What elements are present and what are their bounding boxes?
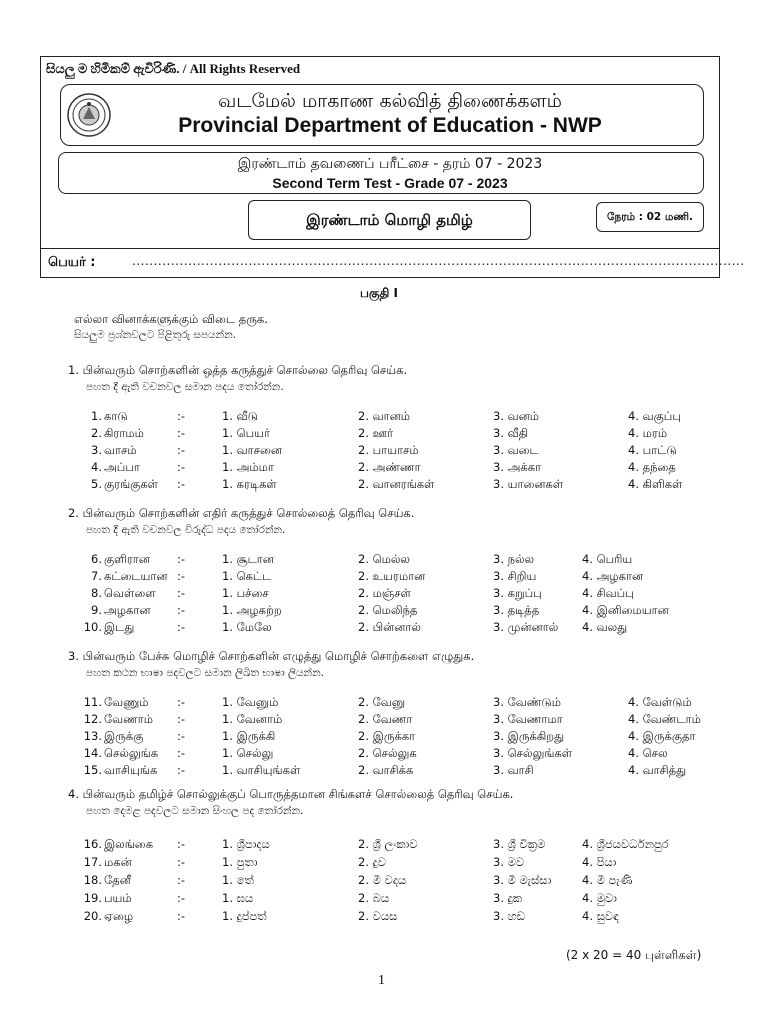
section-1-heading: 1. பின்வரும் சொற்களின் ஒத்த கருத்துச் சொல்லை தெரிவு செய்க. [68,363,408,377]
option-2: 2. வாசிக்க [358,763,414,777]
option-3: 3. அக்கா [493,460,542,474]
section-2-heading: 2. பின்வரும் சொற்களின் எதிர் கருத்துச் சொல்லைத் தெரிவு செய்க. [68,506,415,520]
rights-reserved-text: සියලු ම හිමිකම් ඇවිරිණි. / All Rights Reserved [46,61,301,76]
question-row [0,586,768,603]
option-2: 2. ශ්‍රී ලංකාව [358,837,418,851]
question-number: 19. [83,891,102,905]
option-4: 4. පියා [582,855,617,869]
option-4: 4. இனிமையான [582,603,669,617]
option-2: 2. மெல்ல [358,552,410,566]
option-2: 2. வேணா [358,712,413,726]
option-1: 1. அம்மா [222,460,274,474]
option-4: 4. அழகான [582,569,644,583]
question-row [0,620,768,637]
option-1: 1. පුතා [222,855,258,869]
option-2: 2. වයස [358,909,398,923]
question-row [0,603,768,620]
option-2: 2. அண்ணா [358,460,421,474]
question-word: குரங்குகள் [104,477,159,491]
question-number: 12. [83,712,102,726]
question-row [0,837,768,854]
question-row [0,873,768,890]
option-2: 2. மஞ்சள் [358,586,411,600]
option-4: 4. கிளிகள் [628,477,683,491]
separator: :- [177,712,186,726]
question-word: கட்டையான [104,569,168,583]
question-number: 16. [83,837,102,851]
option-3: 3. வேணாமா [493,712,563,726]
option-3: 3. දුක [493,891,523,905]
option-2: 2. මී වදය [358,873,407,887]
option-3: 3. சிறிய [493,569,537,583]
option-3: 3. வேண்டும் [493,695,561,709]
option-1: 1. பெயர் [222,426,271,440]
option-4: 4. வேண்டாம் [628,712,701,726]
option-3: 3. வனம் [493,409,540,423]
question-word: அப்பா [104,460,140,474]
option-1: 1. வாசியுங்கள் [222,763,301,777]
option-1: 1. மேலே [222,620,272,634]
subject-title: இரண்டாம் மொழி தமிழ் [248,200,531,240]
department-title-tamil: வடமேல் மாகாண கல்வித் திணைக்களம் [218,90,562,112]
option-4: 4. சிவப்பு [582,586,634,600]
option-1: 1. கெட்ட [222,569,272,583]
separator: :- [177,409,186,423]
option-1: 1. இருக்கி [222,729,276,743]
name-entry-line: .............................................................................................................................................. [132,254,745,268]
option-2: 2. බය [358,891,390,905]
separator: :- [177,603,186,617]
question-row [0,855,768,872]
question-row [0,712,768,729]
option-4: 4. வாசித்து [628,763,687,777]
option-2: 2. ஊர் [358,426,394,440]
question-number: 1. [91,409,102,423]
question-word: செல்லுங்க [104,746,159,760]
department-title-english: Provincial Department of Education - NWP [178,114,602,137]
option-1: 1. சூடான [222,552,274,566]
option-3: 3. யானைகள் [493,477,564,491]
question-row [0,695,768,712]
question-row [0,746,768,763]
marks-total: (2 x 20 = 40 புள்ளிகள்) [566,948,702,962]
option-3: 3. හඩ [493,909,526,923]
separator: :- [177,620,186,634]
question-row [0,763,768,780]
option-1: 1. வேனும் [222,695,279,709]
separator: :- [177,873,186,887]
question-number: 13. [83,729,102,743]
option-3: 3. தடித்த [493,603,540,617]
question-word: பயம் [104,891,132,905]
question-word: மகன் [104,855,132,869]
separator: :- [177,729,186,743]
option-2: 2. இருக்கா [358,729,416,743]
part-title: பகுதி I [360,286,398,300]
question-word: இருக்கு [104,729,144,743]
question-number: 18. [83,873,102,887]
time-allowed: நேரம் : 02 மணி. [596,202,704,232]
option-1: 1. அழகற்ற [222,603,282,617]
option-4: 4. ශ්‍රීජයවර්ධනපුර [582,837,669,851]
question-word: அழகான [104,603,151,617]
option-1: 1. ශ්‍රීපාදය [222,837,270,851]
question-row [0,729,768,746]
question-word: வேணும் [104,695,149,709]
option-1: 1. තේ [222,873,254,887]
question-word: தேனீ [104,873,131,887]
option-2: 2. மெலிந்த [358,603,418,617]
question-row [0,426,768,443]
option-4: 4. මුවා [582,891,617,905]
separator: :- [177,460,186,474]
option-3: 3. මව [493,855,525,869]
question-number: 5. [91,477,102,491]
separator: :- [177,443,186,457]
option-1: 1. දුප්පත් [222,909,267,923]
option-3: 3. வாசி [493,763,534,777]
separator: :- [177,909,186,923]
section-1-subheading: පහත දී ඇති වචනවල සමාන පදය තෝරන්න. [86,381,284,393]
question-word: குளிரான [104,552,150,566]
separator: :- [177,569,186,583]
option-2: 2. வேனு [358,695,406,709]
separator: :- [177,837,186,851]
question-number: 17. [83,855,102,869]
option-1: 1. ඝය [222,891,254,905]
question-word: இலங்கை [104,837,154,851]
section-4-heading: 4. பின்வரும் தமிழ்ச் சொல்லுக்குப் பொருத்தமான சிங்களச் சொல்லைத் தெரிவு செய்க. [68,787,514,801]
option-1: 1. வாசனை [222,443,283,457]
option-4: 4. மரம் [628,426,668,440]
test-title-english: Second Term Test - Grade 07 - 2023 [272,175,508,191]
instruction-tamil: எல்லா வினாக்களுக்கும் விடை தருக. [74,312,268,326]
question-row [0,477,768,494]
option-4: 4. සුවඳ [582,909,620,923]
question-number: 9. [91,603,102,617]
question-number: 20. [83,909,102,923]
section-4-subheading: පහත දෙමළ පදවලට සමාන සිංහල පද තෝරන්න. [86,805,304,817]
question-word: வாசியுங்க [104,763,158,777]
section-2-subheading: පහත දී ඇති වචනවල විරුද්ධ පදය තෝරන්න. [86,524,286,536]
question-number: 14. [83,746,102,760]
option-4: 4. வலது [582,620,628,634]
option-4: 4. வேள்டும் [628,695,692,709]
question-number: 3. [91,443,102,457]
option-3: 3. இருக்கிறது [493,729,565,743]
provincial-emblem-icon [66,92,112,138]
question-number: 15. [83,763,102,777]
option-2: 2. பாயாசம் [358,443,419,457]
question-number: 10. [83,620,102,634]
page-number: 1 [378,973,385,988]
option-3: 3. முன்னால் [493,620,559,634]
separator: :- [177,426,186,440]
section-3-subheading: පහත කථන භාෂා පදවලට සමාන ලිඛිත භාෂා ලියන්න. [86,667,324,679]
option-1: 1. செல்லு [222,746,274,760]
section-3-heading: 3. பின்வரும் பேச்சு மொழிச் சொற்களின் எழுத்து மொழிச் சொற்களை எழுதுக. [68,649,475,663]
question-number: 8. [91,586,102,600]
option-2: 2. வானரங்கள் [358,477,435,491]
option-4: 4. தந்தை [628,460,676,474]
separator: :- [177,552,186,566]
option-3: 3. මී මැස්සා [493,873,552,887]
option-4: 4. செல [628,746,668,760]
option-1: 1. வீடு [222,409,258,423]
option-2: 2. பின்னால் [358,620,421,634]
question-number: 4. [91,460,102,474]
question-row [0,891,768,908]
option-2: 2. செல்லுக [358,746,417,760]
option-3: 3. வடை [493,443,539,457]
question-number: 11. [83,695,102,709]
separator: :- [177,855,186,869]
option-4: 4. இருக்குதா [628,729,696,743]
question-word: வாசம் [104,443,137,457]
separator: :- [177,891,186,905]
test-title-tamil: இரண்டாம் தவணைப் பரீட்சை - தரம் 07 - 2023 [237,156,543,172]
question-number: 6. [91,552,102,566]
separator: :- [177,695,186,709]
option-2: 2. உயரமான [358,569,426,583]
option-3: 3. கறுப்பு [493,586,542,600]
separator: :- [177,763,186,777]
option-3: 3. வீதி [493,426,529,440]
question-row [0,552,768,569]
option-4: 4. வகுப்பு [628,409,681,423]
question-row [0,909,768,926]
option-4: 4. பெரிய [582,552,633,566]
option-2: 2. வானம் [358,409,411,423]
option-4: 4. මී පැණි [582,873,633,887]
question-word: இடது [104,620,135,634]
question-word: காடு [104,409,128,423]
option-1: 1. வேனாம் [222,712,283,726]
option-1: 1. பச்சை [222,586,269,600]
option-3: 3. நல்ல [493,552,535,566]
question-word: வேணாம் [104,712,154,726]
question-number: 2. [91,426,102,440]
name-divider [40,248,720,249]
option-3: 3. செல்லுங்கள் [493,746,573,760]
question-row [0,409,768,426]
name-label: பெயர் : [48,255,96,270]
question-word: கிராமம் [104,426,144,440]
option-2: 2. දුව [358,855,387,869]
separator: :- [177,477,186,491]
question-word: வெள்ளை [104,586,156,600]
question-row [0,569,768,586]
instruction-sinhala: සියලුම ප්‍රශ්නවලට පිළිතුරු සපයන්න. [74,329,236,341]
option-3: 3. ශ්‍රී වික්‍රම [493,837,546,851]
option-4: 4. பாட்டு [628,443,677,457]
question-word: ஏழை [104,909,134,923]
question-row [0,460,768,477]
separator: :- [177,586,186,600]
separator: :- [177,746,186,760]
option-1: 1. கரடிகள் [222,477,277,491]
question-row [0,443,768,460]
question-number: 7. [91,569,102,583]
